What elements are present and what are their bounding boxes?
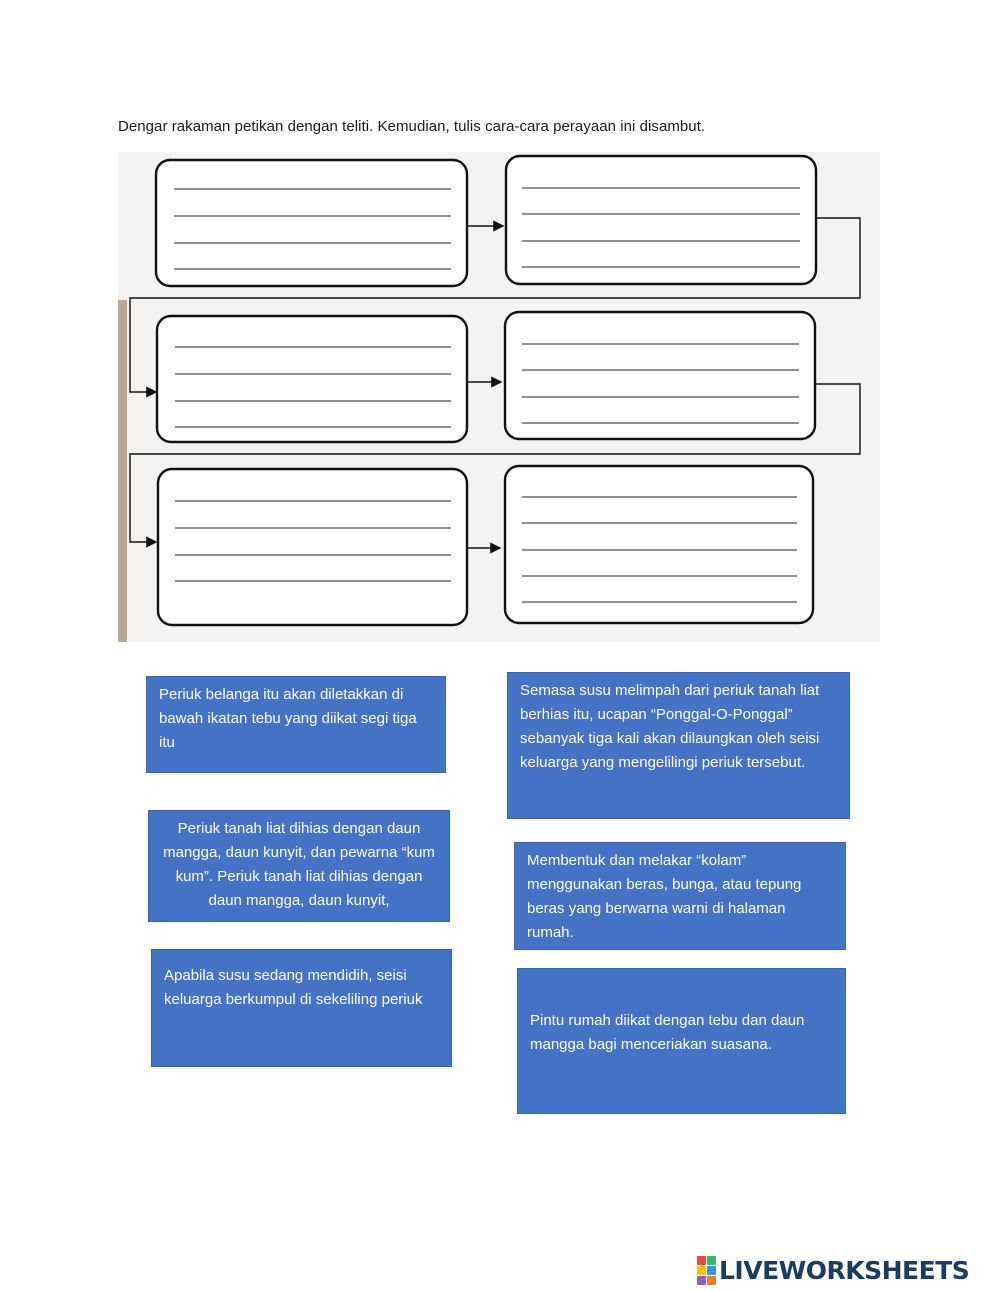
logo-tile	[697, 1266, 706, 1275]
logo-tile	[697, 1276, 706, 1285]
answer-card-5[interactable]	[151, 949, 452, 1067]
liveworksheets-logo-icon	[697, 1256, 716, 1285]
answer-card-text: Pintu rumah diikat dengan tebu dan daun mangga bagi menceriakan suasana.	[530, 1012, 805, 1053]
answer-card-text: Apabila susu sedang mendidih, seisi keluarga berkumpul di sekeliling periuk	[164, 967, 423, 1008]
answer-card-text: Semasa susu melimpah dari periuk tanah liat berhias itu, ucapan “Ponggal-O-Ponggal” sebanyak tiga kali akan dilaungkan oleh seisi keluarga yang mengelilingi periuk tersebut.	[520, 682, 820, 771]
answer-box-5	[158, 469, 467, 625]
logo-tile	[707, 1276, 716, 1285]
answer-card-1[interactable]	[146, 676, 446, 773]
logo-tile	[707, 1266, 716, 1275]
answer-card-4[interactable]	[514, 842, 846, 950]
answer-card-3[interactable]	[148, 810, 450, 922]
answer-card-2[interactable]	[507, 672, 850, 819]
answer-card-text: Periuk tanah liat dihias dengan daun mangga, daun kunyit, dan pewarna “kum kum”. Periuk tanah liat dihias dengan daun mangga, daun kunyit,	[163, 820, 435, 909]
flowchart-diagram	[118, 152, 880, 642]
brand-name: LIVEWORKSHEETS	[719, 1255, 970, 1285]
logo-tile	[697, 1256, 706, 1265]
answer-box-6	[505, 466, 813, 623]
instruction-text: Dengar rakaman petikan dengan teliti. Kemudian, tulis cara-cara perayaan ini disambut.	[118, 118, 706, 135]
answer-card-text: Periuk belanga itu akan diletakkan di bawah ikatan tebu yang diikat segi tiga itu	[159, 686, 417, 751]
flowchart	[118, 152, 880, 642]
answer-box-2	[506, 156, 816, 284]
answer-card-6[interactable]	[517, 968, 846, 1114]
answer-box-1	[156, 160, 467, 286]
liveworksheets-logo[interactable]	[697, 1255, 969, 1285]
logo-tile	[707, 1256, 716, 1265]
answer-box-3	[157, 316, 467, 442]
scan-shadow-edge	[118, 300, 127, 642]
answer-card-text: Membentuk dan melakar “kolam” menggunakan beras, bunga, atau tepung beras yang berwarna warni di halaman rumah.	[527, 852, 802, 941]
answer-box-4	[505, 312, 815, 439]
